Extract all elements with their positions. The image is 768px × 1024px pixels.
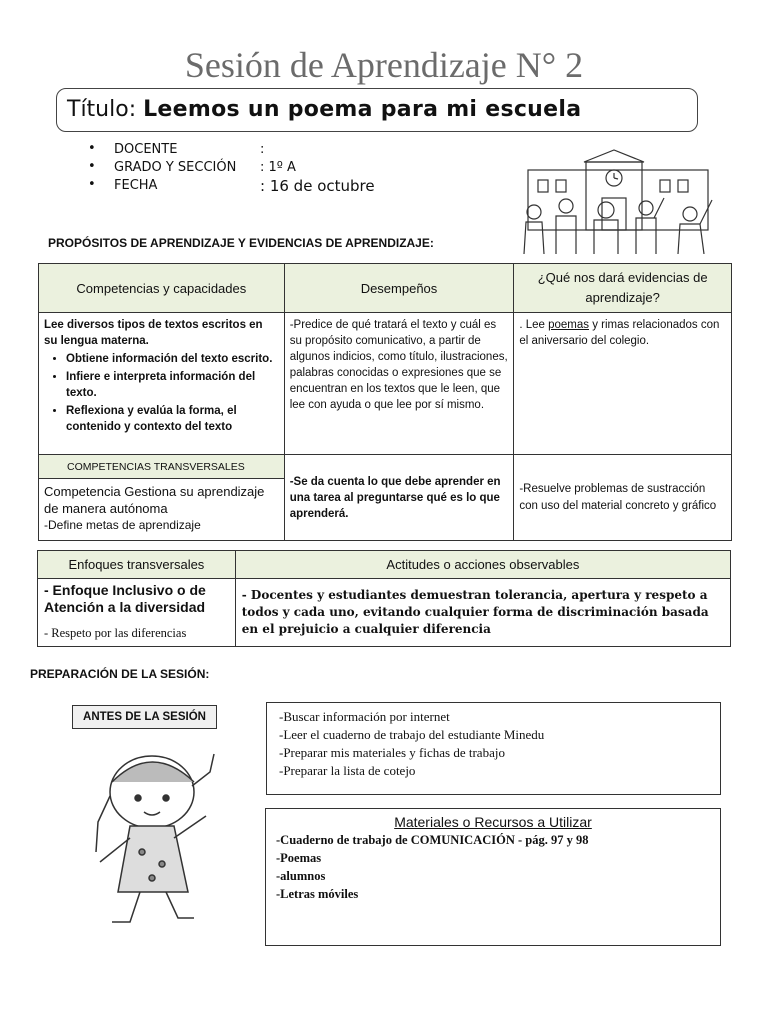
transversales-header: COMPETENCIAS TRANSVERSALES — [39, 455, 285, 479]
list-item: • Infiere e interpreta información del texto. — [66, 369, 279, 401]
list-item: -Leer el cuaderno de trabajo del estudiante Minedu — [279, 727, 545, 742]
enfoque-cell — [38, 579, 236, 647]
list-item: • Obtiene información del texto escrito. — [66, 351, 279, 367]
title-box — [56, 88, 698, 132]
grado-value: : 1º A — [260, 160, 296, 175]
fecha-label: FECHA — [114, 178, 158, 193]
list-item: -Letras móviles — [276, 887, 359, 901]
antes-sesion-label: ANTES DE LA SESIÓN — [72, 705, 217, 729]
list-item: • Reflexiona y evalúa la forma, el contenido y contexto del texto — [66, 403, 279, 435]
evidencia-pre: . Lee — [519, 319, 549, 331]
transversal-competencia-cell — [39, 479, 285, 541]
header-desempenos: Desempeños — [284, 264, 514, 313]
docente-label: DOCENTE — [114, 142, 178, 157]
school-illustration — [514, 148, 720, 254]
competencia-intro: Lee diversos tipos de textos escritos en su lengua materna. — [44, 319, 263, 347]
competencia-cell — [39, 313, 285, 455]
enfoque-sub: - Respeto por las diferencias — [44, 626, 187, 640]
actitudes-cell: - Docentes y estudiantes demuestran tolerancia, apertura y respeto a todos y cada uno, evitando cualquier forma de discriminación basada en el prejuicio a cualquier diferencia — [235, 579, 730, 647]
list-item: -Cuaderno de trabajo de COMUNICACIÓN - pág. 97 y 98 — [276, 833, 589, 847]
document-title: Sesión de Aprendizaje N° 2 — [184, 45, 584, 85]
desempeno-cell: -Predice de qué tratará el texto y cuál es su propósito comunicativo, a partir de algunos indicios, como título, ilustraciones, palabras conocidas o expresiones que se encuentran en los textos que le leen, que lee con ayuda o que lee por sí mismo. — [284, 313, 514, 455]
evidencia-cell — [514, 313, 732, 455]
materials-box — [265, 808, 721, 946]
header-actitudes: Actitudes o acciones observables — [235, 551, 730, 579]
title-label: Título: — [67, 97, 137, 122]
list-item: -Preparar la lista de cotejo — [279, 763, 416, 778]
grado-label: GRADO Y SECCIÓN — [114, 160, 237, 175]
list-item: -alumnos — [276, 869, 326, 883]
evidencia-post: y rimas relacionados con el aniversario del colegio. — [519, 319, 720, 347]
preparation-heading: PREPARACIÓN DE LA SESIÓN: — [30, 667, 210, 681]
table-row — [39, 455, 732, 479]
table-row — [39, 313, 732, 455]
enfoque-title: - Enfoque Inclusivo o de Atención a la diversidad — [44, 582, 206, 615]
evidencia-underlined: poemas — [548, 319, 590, 331]
competencies-table — [38, 263, 732, 541]
materials-title: Materiales o Recursos a Utilizar — [394, 814, 592, 830]
bullet-icon: • — [88, 141, 96, 156]
list-item: -Buscar información por internet — [279, 709, 450, 724]
enfoques-table — [37, 550, 731, 647]
bullet-icon: • — [88, 177, 96, 192]
header-enfoques: Enfoques transversales — [38, 551, 236, 579]
list-item: -Preparar mis materiales y fichas de trabajo — [279, 745, 505, 760]
header-evidencias: ¿Qué nos dará evidencias de aprendizaje? — [514, 264, 732, 313]
docente-value: : — [260, 142, 265, 157]
purpose-heading: PROPÓSITOS DE APRENDIZAJE Y EVIDENCIAS DE APRENDIZAJE: — [48, 236, 434, 250]
title-line — [67, 97, 581, 122]
table-header-row — [39, 264, 732, 313]
capacidades-list — [44, 351, 279, 435]
girl-illustration — [82, 742, 242, 952]
table-row — [38, 579, 731, 647]
list-item: -Poemas — [276, 851, 322, 865]
transversal-desempeno-cell: -Se da cuenta lo que debe aprender en una tarea al preguntarse qué es lo que aprenderá. — [284, 455, 514, 541]
before-session-box — [266, 702, 721, 795]
bullet-icon: • — [88, 159, 96, 174]
table-header-row — [38, 551, 731, 579]
fecha-value: : 16 de octubre — [260, 177, 375, 195]
transversal-evidencia-cell: -Resuelve problemas de sustracción con uso del material concreto y gráfico — [514, 455, 732, 541]
title-text: Leemos un poema para mi escuela — [143, 97, 582, 122]
transversal-competencia-sub: -Define metas de aprendizaje — [44, 518, 201, 532]
transversal-competencia-title: Competencia Gestiona su aprendizaje de manera autónoma — [44, 484, 265, 516]
header-competencias: Competencias y capacidades — [39, 264, 285, 313]
